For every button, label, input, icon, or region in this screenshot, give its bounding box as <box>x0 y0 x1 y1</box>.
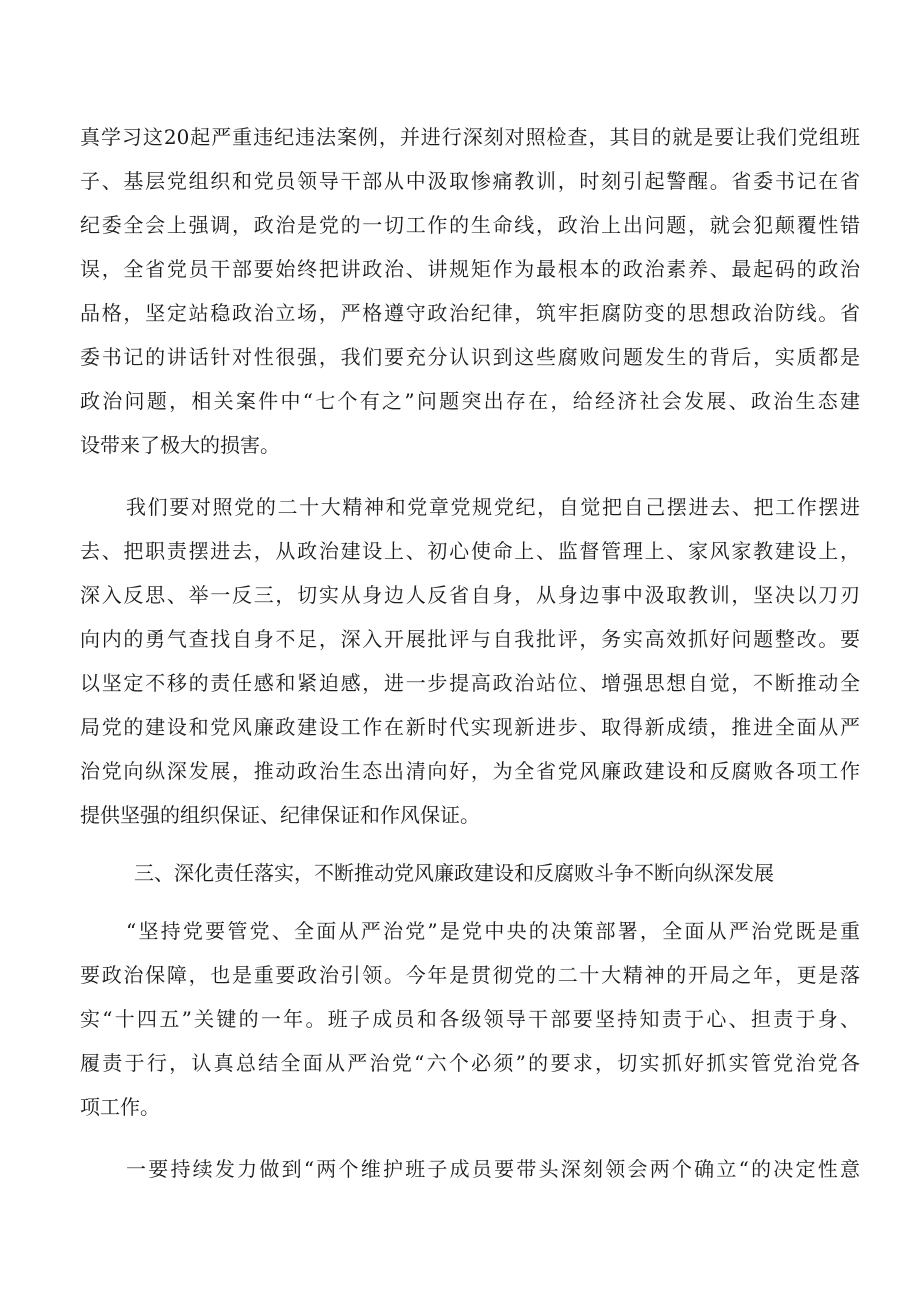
paragraph-2-line-8: 提供坚强的组织保证、纪律保证和作风保证。 <box>80 803 480 827</box>
paragraph-1-line-2: 子、基层党组织和党员领导干部从中汲取惨痛教训，时刻引起警醒。省委书记在省 <box>80 169 860 193</box>
paragraph-2-line-6: 局党的建设和党风廉政建设工作在新时代实现新进步、取得新成绩，推进全面从严 <box>80 715 860 739</box>
paragraph-1-line-1: 真学习这20起严重违纪违法案例，并进行深刻对照检查，其目的就是要让我们党组班 <box>80 125 860 149</box>
paragraph-1-line-3: 纪委全会上强调，政治是党的一切工作的生命线，政治上出问题，就会犯颠覆性错 <box>80 213 860 237</box>
paragraph-2-line-3: 深入反思、举一反三，切实从身边人反省自身，从身边事中汲取教训，坚决以刀刃 <box>80 583 860 607</box>
paragraph-1-line-7: 政治问题，相关案件中“七个有之”问题突出存在，给经济社会发展、政治生态建 <box>80 389 860 413</box>
paragraph-4-line-3: 实“十四五”关键的一年。班子成员和各级领导干部要坚持知责于心、担责于身、 <box>80 1007 860 1031</box>
paragraph-2-line-2: 去、把职责摆进去，从政治建设上、初心使命上、监督管理上、家风家教建设上， <box>80 539 860 563</box>
paragraph-2-line-1: 我们要对照党的二十大精神和党章党规党纪，自觉把自己摆进去、把工作摆进 <box>126 495 860 519</box>
paragraph-1-line-5: 品格，坚定站稳政治立场，严格遵守政治纪律，筑牢拒腐防变的思想政治防线。省 <box>80 301 860 325</box>
paragraph-2-line-5: 以坚定不移的责任感和紧迫感，进一步提高政治站位、增强思想自觉，不断推动全 <box>80 671 860 695</box>
paragraph-2-line-4: 向内的勇气查找自身不足，深入开展批评与自我批评，务实高效抓好问题整改。要 <box>80 627 860 651</box>
paragraph-2-line-7: 治党向纵深发展，推动政治生态出清向好，为全省党风廉政建设和反腐败各项工作 <box>80 759 860 783</box>
paragraph-1-line-6: 委书记的讲话针对性很强，我们要充分认识到这些腐败问题发生的背后，实质都是 <box>80 345 860 369</box>
paragraph-4-line-2: 要政治保障，也是重要政治引领。今年是贯彻党的二十大精神的开局之年，更是落 <box>80 963 860 987</box>
paragraph-5-line-1: 一要持续发力做到“两个维护班子成员要带头深刻领会两个确立“的决定性意 <box>126 1157 860 1181</box>
paragraph-1-line-4: 误，全省党员干部要始终把讲政治、讲规矩作为最根本的政治素养、最起码的政治 <box>80 257 860 281</box>
paragraph-1-line-8: 设带来了极大的损害。 <box>80 433 280 457</box>
paragraph-4-line-1: “坚持党要管党、全面从严治党”是党中央的决策部署，全面从严治党既是重 <box>126 919 860 943</box>
paragraph-4-line-4: 履责于行，认真总结全面从严治党“六个必须”的要求，切实抓好抓实管党治党各 <box>80 1051 860 1075</box>
section-heading-3: 三、深化责任落实，不断推动党风廉政建设和反腐败斗争不断向纵深发展 <box>134 861 774 885</box>
paragraph-4-line-5: 项工作。 <box>80 1095 160 1119</box>
